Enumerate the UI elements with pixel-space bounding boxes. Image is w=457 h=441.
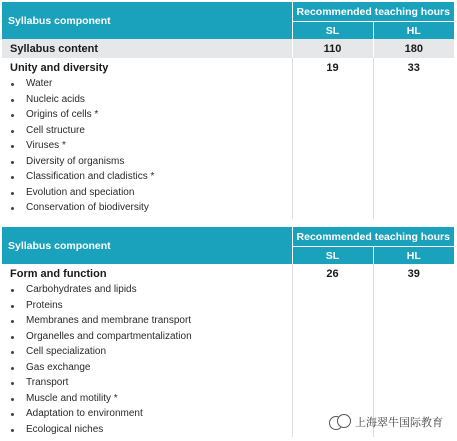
section-row [2, 58, 454, 219]
section-hl-hours: 39 [407, 268, 420, 280]
topic-item: Carbohydrates and lipids [10, 282, 292, 298]
topic-item: Cell specialization [10, 344, 292, 360]
syllabus-component-header: Syllabus component [2, 2, 292, 39]
section-title: Unity and diversity [10, 62, 109, 74]
sl-header: SL [292, 247, 373, 265]
topic-item: Membranes and membrane transport [10, 313, 292, 329]
topic-item: Adaptation to environment [10, 406, 292, 422]
topic-item: Gas exchange [10, 360, 292, 376]
recommended-hours-header: Recommended teaching hours [292, 2, 454, 22]
section-title: Form and function [10, 268, 107, 280]
hl-header: HL [373, 247, 454, 265]
recommended-hours-header: Recommended teaching hours [292, 227, 454, 247]
syllabus-component-header: Syllabus component [2, 227, 292, 264]
topic-item: Evolution and speciation [10, 185, 292, 201]
wechat-icon [329, 413, 351, 431]
watermark [329, 413, 443, 431]
topic-item: Classification and cladistics * [10, 169, 292, 185]
section-row [2, 264, 454, 437]
section-hl-hours: 33 [407, 62, 420, 74]
section-sl-hours: 19 [326, 62, 339, 74]
topic-item: Conservation of biodiversity [10, 200, 292, 216]
topic-item: Organelles and compartmentalization [10, 329, 292, 345]
syllabus-content-row [2, 39, 454, 58]
topic-item: Diversity of organisms [10, 154, 292, 170]
topic-list [2, 76, 292, 216]
syllabus-content-hl: 180 [373, 39, 454, 58]
topic-item: Proteins [10, 298, 292, 314]
topic-item: Origins of cells * [10, 107, 292, 123]
sl-header: SL [292, 22, 373, 40]
section-sl-hours: 26 [326, 268, 339, 280]
syllabus-content-label: Syllabus content [2, 39, 292, 58]
hl-header: HL [373, 22, 454, 40]
watermark-text: 上海翠牛国际教育 [355, 417, 443, 429]
topic-item: Ecological niches [10, 422, 292, 438]
topic-item: Water [10, 76, 292, 92]
topic-item: Transport [10, 375, 292, 391]
syllabus-table-1 [2, 2, 454, 219]
topic-list [2, 282, 292, 437]
topic-item: Nucleic acids [10, 92, 292, 108]
topic-item: Cell structure [10, 123, 292, 139]
topic-item: Viruses * [10, 138, 292, 154]
topic-item: Muscle and motility * [10, 391, 292, 407]
syllabus-table-2 [2, 227, 454, 437]
syllabus-content-sl: 110 [292, 39, 373, 58]
